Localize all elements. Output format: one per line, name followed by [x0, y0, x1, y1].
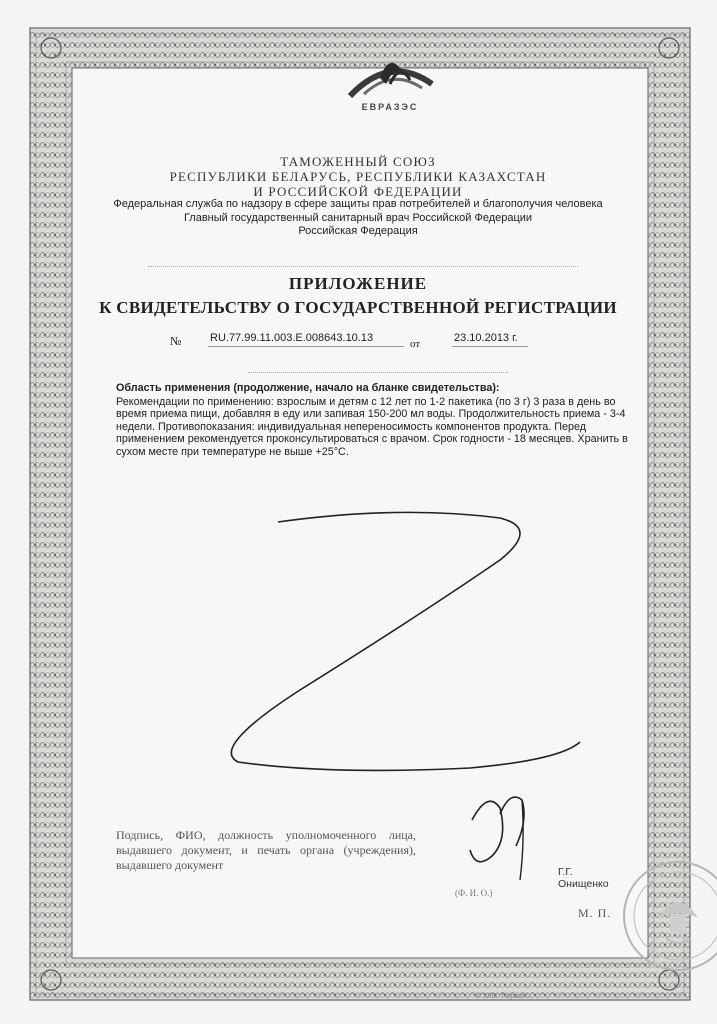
- agency-line: Российская Федерация: [298, 225, 418, 237]
- divider-line: [248, 372, 508, 374]
- date-label: от: [410, 338, 421, 350]
- union-line: И РОССИЙСКОЙ ФЕДЕРАЦИИ: [253, 184, 463, 199]
- eurasec-logo: [330, 44, 450, 124]
- logo-text: ЕВРАЗЭС: [361, 102, 419, 112]
- agency-header: [98, 198, 618, 239]
- registration-number: RU.77.99.11.003.E.008643.10.13: [210, 332, 374, 344]
- official-seal-stamp: [618, 856, 717, 976]
- agency-line: Главный государственный санитарный врач Российской Федерации: [183, 211, 533, 224]
- agency-line: Федеральная служба по надзору в сфере защиты прав потребителей и благополучия человека: [113, 198, 603, 210]
- eurasec-emblem-icon: [330, 44, 450, 104]
- date-underline: [452, 346, 528, 347]
- scope-heading: Область применения (продолжение, начало на бланке свидетельства):: [116, 382, 500, 394]
- signatory-name: Г.Г. Онищенко: [558, 866, 609, 890]
- signature-caption: Подпись, ФИО, должность уполномоченного лица, выдавшего документ, и печать органа (учреждения), выдавшего документ: [116, 828, 416, 872]
- number-label: №: [170, 334, 182, 348]
- union-line: РЕСПУБЛИКИ БЕЛАРУСЬ, РЕСПУБЛИКИ КАЗАХСТАН: [169, 169, 547, 184]
- document-title: ПРИЛОЖЕНИЕ: [288, 274, 428, 293]
- application-scope: [116, 382, 636, 459]
- union-line: ТАМОЖЕННЫЙ СОЮЗ: [280, 154, 436, 169]
- registration-date: 23.10.2013 г.: [454, 332, 518, 344]
- number-underline: [208, 346, 404, 347]
- print-footer: © 3ЛО "Первая"...: [476, 993, 534, 1000]
- divider-line: [148, 266, 578, 268]
- document-subtitle: К СВИДЕТЕЛЬСТВУ О ГОСУДАРСТВЕННОЙ РЕГИСТРАЦИИ: [99, 298, 617, 317]
- seal-place-label: М. П.: [578, 906, 612, 920]
- customs-union-header: [98, 154, 618, 199]
- fio-underline-label: (Ф. И. О.): [455, 888, 493, 898]
- scope-text: Рекомендации по применению: взрослым и детям с 12 лет по 1-2 пакетика (по 3 г) 3 раза в день во время приема пищи, добавляя в еду или запивая 150-200 мл воды. Продолжительность приема - 3-4 недели. Противопоказания: индивидуальная непереносимость компонентов продукта. Перед применением рекомендуется проконсультироваться с врачом. Срок годности - 18 месяцев. Хранить в сухом месте при температуре не выше +25°С.: [116, 395, 628, 458]
